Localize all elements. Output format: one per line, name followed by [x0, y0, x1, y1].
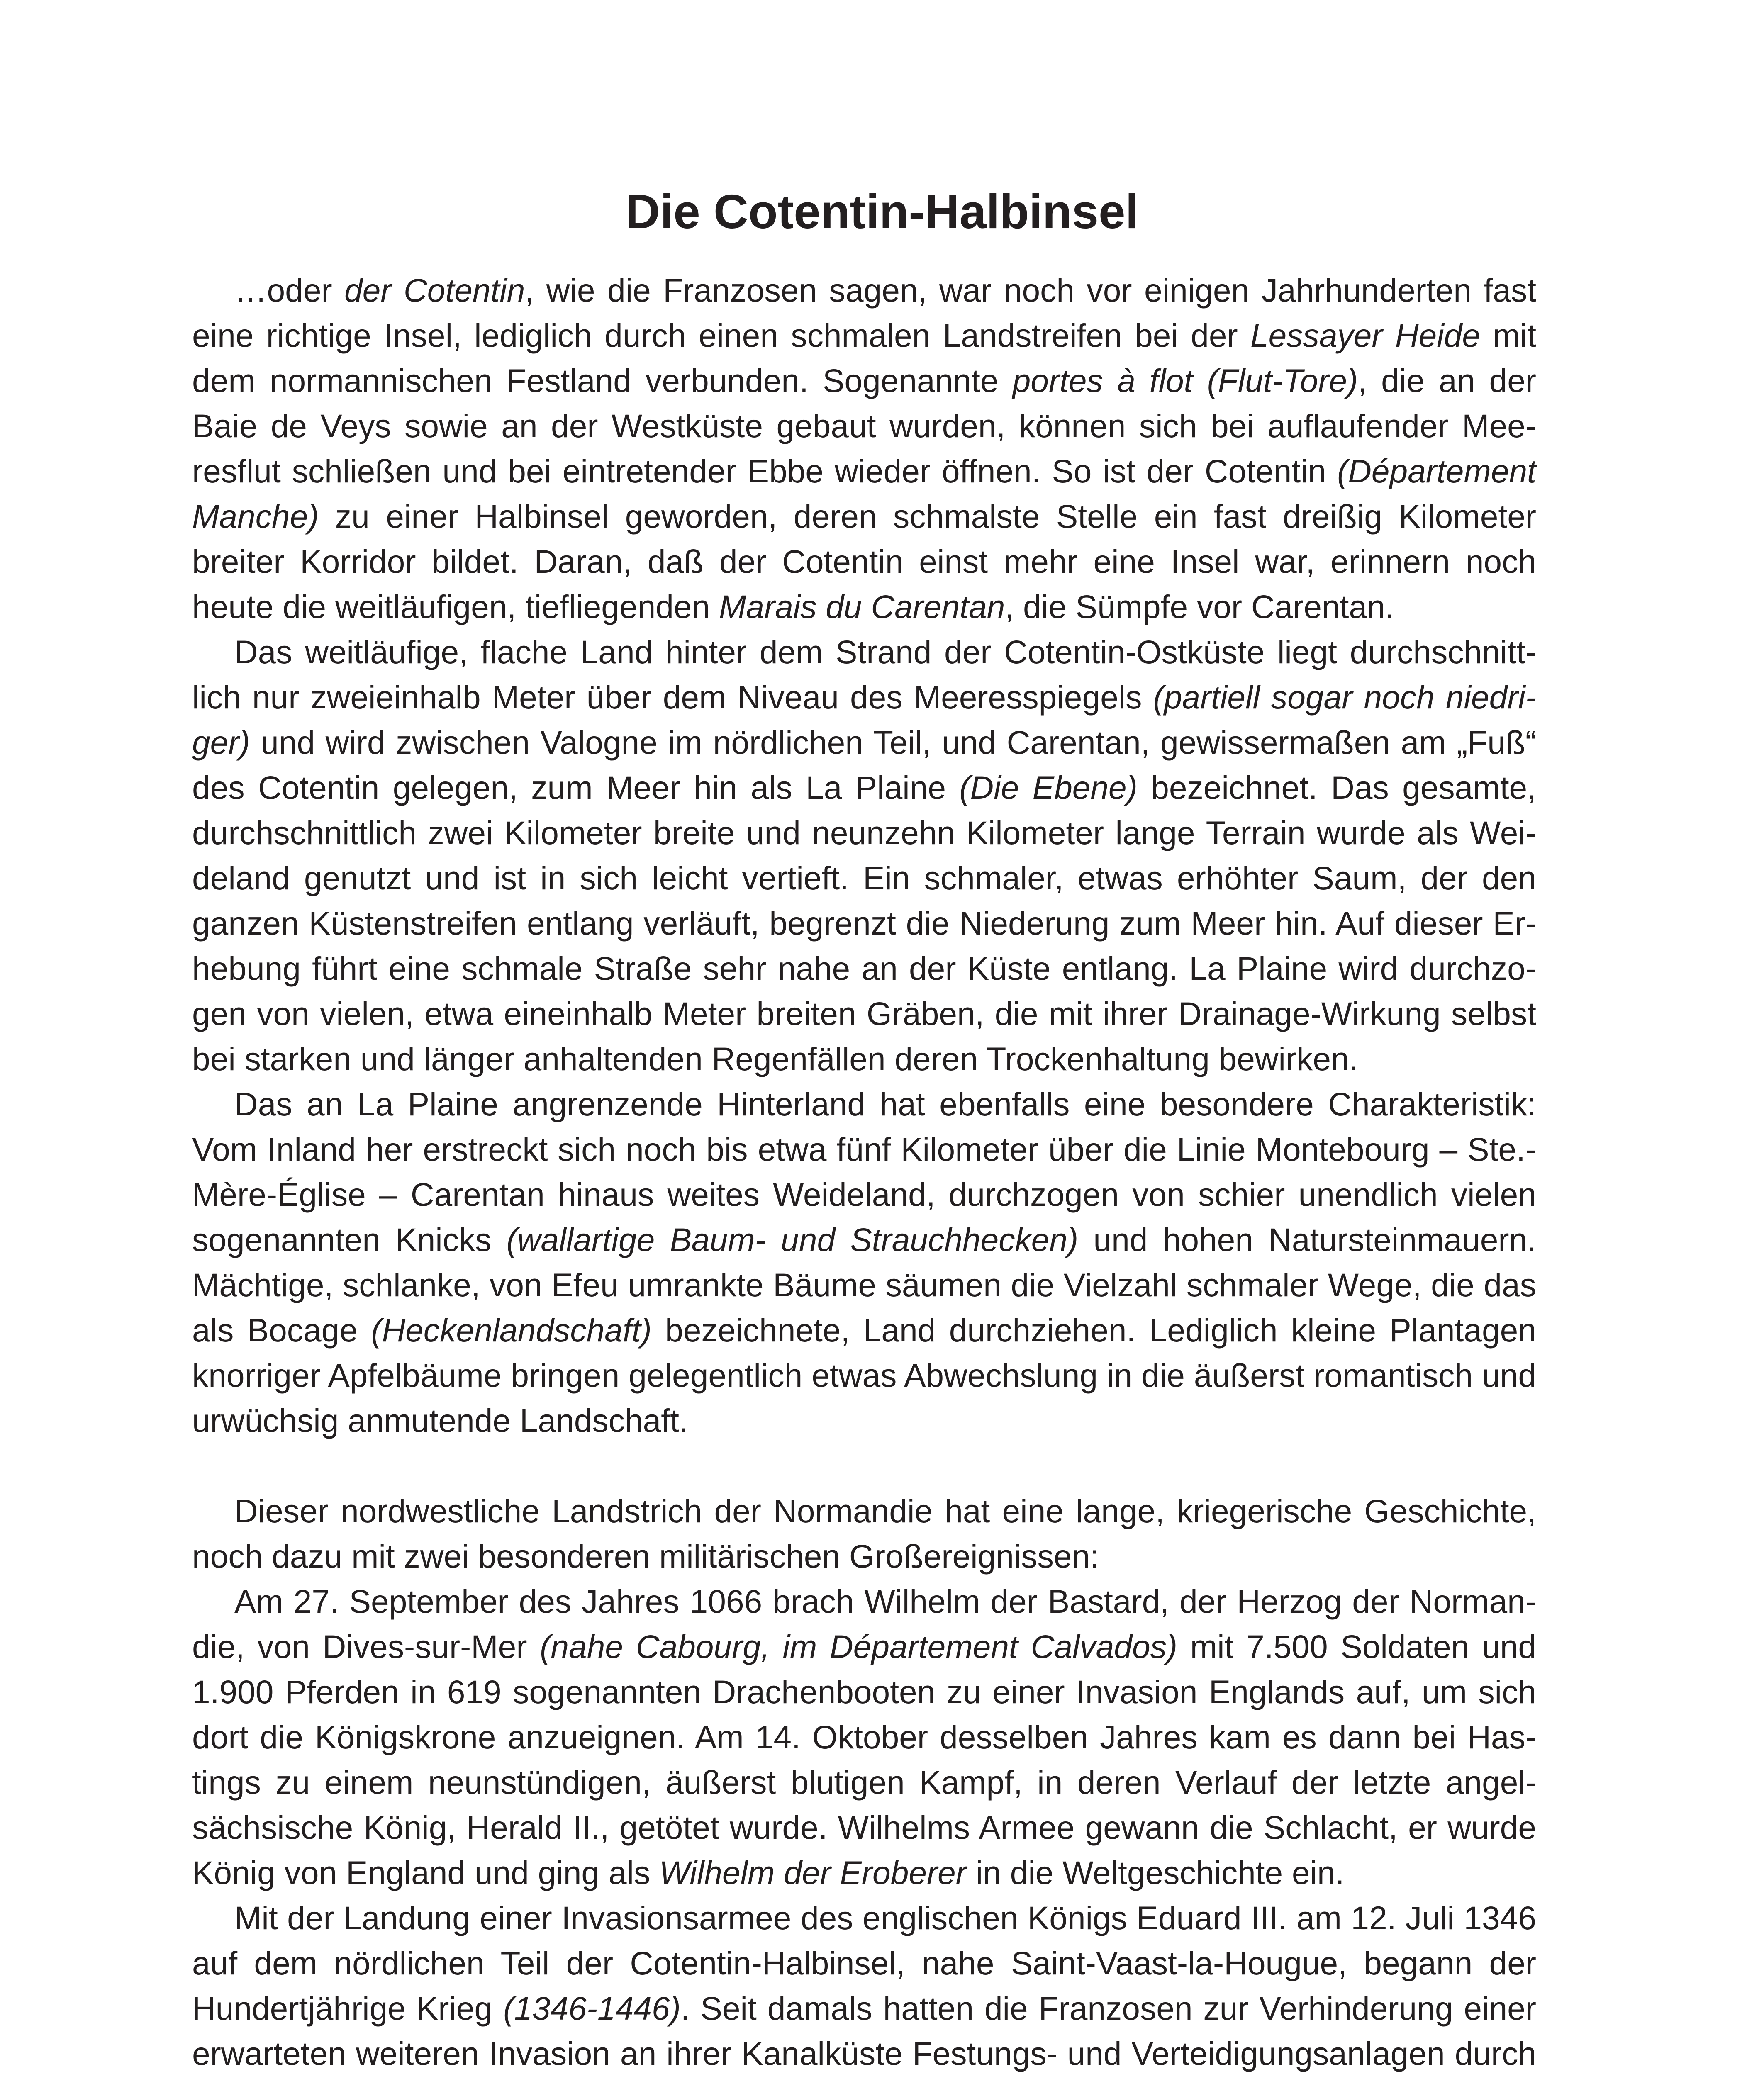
paragraph — [192, 268, 1536, 630]
text-run: und wird zwischen Valogne im nördlichen Teil, und Carentan, gewissermaßen am „Fuß“ des Cotentin gelegen, zum Meer hin als La Plaine — [192, 724, 1536, 806]
paragraph — [192, 1489, 1536, 1579]
text-run: Dieser nordwestliche Landstrich der Normandie hat eine lange, kriegerische Geschichte, noch dazu mit zwei besonderen militärischen Großereignissen: — [192, 1493, 1536, 1575]
text-run: Mit der Landung einer Invasionsarmee des englischen Königs Eduard III. am 12. Juli 1346 auf dem nördlichen Teil der Cotentin-Halbinsel, nahe Saint-Vaast-la-Hougue, begann der Hundertjährige Krieg — [192, 1900, 1536, 2027]
paragraph — [192, 1896, 1536, 2074]
text-run: bezeichnet. Das gesamte, durchschnittlich zwei Kilometer breite und neunzehn Kilometer lange Terrain wurde als Weideland genutzt und ist in sich leicht vertieft. Ein schmaler, etwas erhöhter Saum, der den ganzen Küstenstreifen entlang verläuft, begrenzt die Niederung zum Meer hin. Auf dieser Erhebung führt eine schmale Straße sehr nahe an der Küste entlang. La Plaine wird durchzogen von vielen, etwa eineinhalb Meter breiten Gräben, die mit ihrer Drainage-Wirkung selbst bei starken und länger anhaltenden Regenfällen deren Trockenhaltung bewirken. — [192, 769, 1536, 1077]
italic-text: (nahe Cabourg, im Département Calvados) — [540, 1629, 1178, 1665]
italic-text: (wallartige Baum- und Strauchhecken) — [506, 1222, 1079, 1258]
text-run: mit 7.500 Soldaten und 1.900 Pferden in 619 sogenannten Drachenbooten zu einer Invasion Englands auf, um sich dort die Königskrone anzueignen. Am 14. Oktober desselben Jahres kam es dann bei Hastings zu einem neunstündigen, äußerst blutigen Kampf, in deren Verlauf der letzte angelsächsische König, Herald II., getötet wurde. Wilhelms Armee gewann die Schlacht, er wurde König von England und ging als — [192, 1629, 1537, 1891]
italic-text: (Heckenlandschaft) — [371, 1312, 652, 1349]
italic-text: (1346-1446) — [503, 1990, 681, 2027]
italic-text: der Cotentin — [344, 272, 525, 309]
text-run: …oder — [234, 272, 345, 309]
text-run: . Seit damals hatten die Franzosen zur Verhinderung einer erwarteten weiteren Invasion an ihrer Kanalküste Festungs- und Verteidigungsanlagen durch — [192, 1990, 1536, 2072]
body-text — [192, 268, 1536, 2074]
italic-text: Marais du Carentan — [719, 589, 1005, 625]
italic-text: (partiell sogar noch niedriger) — [192, 679, 1536, 761]
page-title: Die Cotentin-Halbinsel — [625, 185, 1139, 239]
text-run: Am 27. September des Jahres 1066 brach Wilhelm der Bastard, der Herzog der Normandie, von Dives-sur-Mer — [192, 1583, 1536, 1665]
italic-text: portes à flot (Flut-Tore) — [1012, 363, 1358, 399]
text-run: , die Sümpfe vor Carentan. — [1005, 589, 1394, 625]
paragraph — [192, 1082, 1536, 1444]
italic-text: (Die Ebene) — [959, 769, 1138, 806]
text-run: in die Weltgeschichte ein. — [966, 1855, 1345, 1891]
text-run: , die an der Baie de Veys sowie an der Westküste gebaut wurden, können sich bei auflaufender Meeresflut schließen und bei eintretender Ebbe wieder öffnen. So ist der Cotentin — [192, 363, 1536, 489]
text-run: Das an La Plaine angrenzende Hinterland hat ebenfalls eine besondere Charakteristik: Vom Inland her erstreckt sich noch bis etwa fünf Kilometer über die Linie Montebourg – Ste.-Mère-Église – Carentan hinaus weites Weideland, durchzogen von schier unendlich vielen sogenannten Knicks — [192, 1086, 1536, 1258]
text-run: , wie die Franzosen sagen, war noch vor einigen Jahrhunderten fast eine richtige Insel, lediglich durch einen schmalen Landstreifen bei der — [192, 272, 1536, 354]
italic-text: Wilhelm der Eroberer — [659, 1855, 967, 1891]
italic-text: (Département Manche) — [192, 453, 1536, 535]
italic-text: Lessayer Heide — [1250, 317, 1481, 354]
text-run: mit dem normannischen Festland verbunden. Sogenannte — [192, 317, 1537, 399]
paragraph — [192, 1579, 1536, 1896]
text-run: und hohen Natursteinmauern. Mächtige, schlanke, von Efeu umrankte Bäume säumen die Vielzahl schmaler Wege, die das als Bocage — [192, 1222, 1536, 1349]
text-run: Das weitläufige, flache Land hinter dem Strand der Cotentin-Ostküste liegt durchschnittlich nur zweieinhalb Meter über dem Niveau des Meeresspiegels — [192, 634, 1536, 716]
text-run: zu einer Halbinsel geworden, deren schmalste Stelle ein fast dreißig Kilometer breiter Korridor bildet. Daran, daß der Cotentin einst mehr eine Insel war, erinnern noch heute die weitläufigen, tiefliegenden — [192, 498, 1536, 625]
text-run: bezeichnete, Land durchziehen. Lediglich kleine Plantagen knorriger Apfelbäume bringen gelegentlich etwas Abwechslung in die äußerst romantisch und urwüchsig anmutende Landschaft. — [192, 1312, 1536, 1439]
paragraph — [192, 630, 1536, 1082]
